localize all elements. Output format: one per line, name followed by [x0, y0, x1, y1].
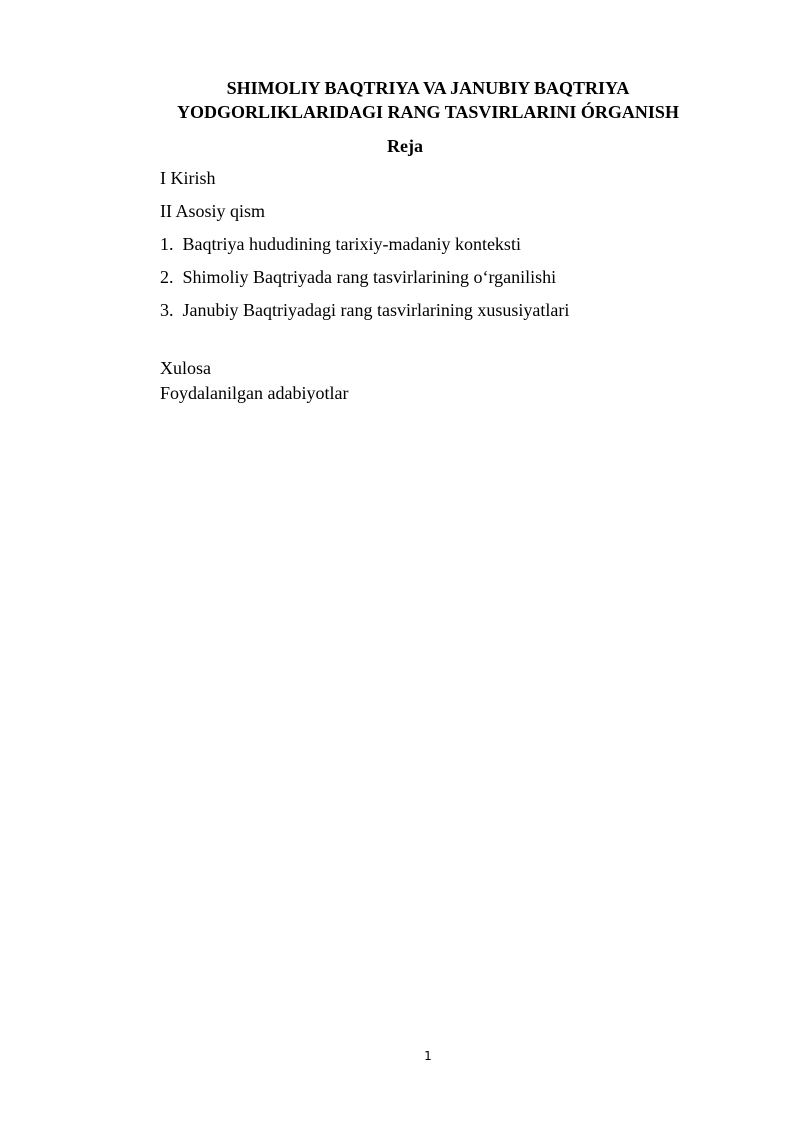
outline-item-3 [160, 298, 569, 322]
outline-item-number: 3. [160, 300, 174, 320]
outline-item-number: 2. [160, 267, 174, 287]
outline-item-number: 1. [160, 234, 174, 254]
outline-item-label: Baqtriya hududining tarixiy-madaniy konteksti [182, 234, 521, 254]
plan-heading: Reja [387, 136, 423, 156]
outline-item-label: Xulosa [160, 358, 211, 378]
outline-item-label: I Kirish [160, 168, 216, 188]
outline-item-label: Foydalanilgan adabiyotlar [160, 383, 349, 403]
page-number: 1 [424, 1049, 432, 1063]
document-title-line-1: SHIMOLIY BAQTRIYA VA JANUBIY BAQTRIYA [226, 78, 630, 98]
outline-item-label: Shimoliy Baqtriyada rang tasvirlarining o‘rganilishi [182, 267, 557, 287]
outline-item-label: II Asosiy qism [160, 201, 266, 221]
outline-item-2 [160, 265, 556, 289]
document-title-line-2: YODGORLIKLARIDAGI RANG TASVIRLARINI ÓRGANISH [177, 102, 679, 122]
outline-item-introduction [160, 166, 216, 190]
outline-item-conclusion [160, 356, 211, 380]
outline-item-1 [160, 232, 521, 256]
outline-item-label: Janubiy Baqtriyadagi rang tasvirlarining xususiyatlari [182, 300, 570, 320]
outline-item-main-part [160, 199, 265, 223]
outline-item-references [160, 381, 348, 405]
